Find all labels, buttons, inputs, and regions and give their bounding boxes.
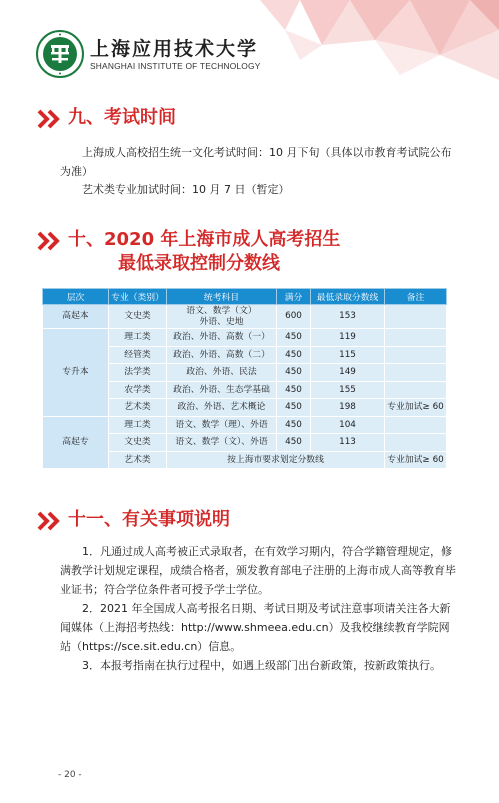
subjects-cell: 政治、外语、高数（二） (167, 346, 277, 364)
major-cell: 法学类 (109, 364, 167, 382)
section-11-title: 十一、有关事项说明 (68, 509, 230, 530)
subjects-cell: 语文、数学（文）、外语 (167, 434, 277, 452)
min-score-cell: 104 (311, 416, 385, 434)
min-score-cell: 115 (311, 346, 385, 364)
double-chevron-icon (36, 230, 62, 252)
col-header-subjects: 统考科目 (167, 289, 277, 305)
note-cell (385, 364, 447, 382)
section-9-heading (36, 106, 176, 130)
min-score-cell: 113 (311, 434, 385, 452)
full-score-cell: 450 (277, 399, 311, 417)
full-score-cell: 450 (277, 381, 311, 399)
col-header-level: 层次 (43, 289, 109, 305)
major-cell: 艺术类 (109, 451, 167, 469)
full-score-cell: 450 (277, 416, 311, 434)
section-9-title: 九、考试时间 (68, 107, 176, 128)
page-number: - 20 - (58, 770, 82, 780)
level-cell: 高起专 (43, 416, 109, 469)
section-10-title-line-2: 最低录取控制分数线 (118, 253, 280, 274)
double-chevron-icon (36, 510, 62, 532)
subjects-cell: 语文、数学（文） 外语、史地 (167, 305, 277, 329)
full-score-cell: 450 (277, 346, 311, 364)
merged-score-cell: 按上海市要求划定分数线 (167, 451, 385, 469)
level-cell: 专升本 (43, 329, 109, 417)
full-score-cell: 450 (277, 329, 311, 347)
section-10-heading (36, 228, 340, 276)
subjects-cell: 语文、数学（理）、外语 (167, 416, 277, 434)
notice-item-2: 2．2021 年全国成人高考报名日期、考试日期及考试注意事项请关注各大新闻媒体（上海招考热线：http://www.shmeea.edu.cn）及我校继续教育学院网站（https://sce.sit.edu.cn）信息。 (60, 602, 451, 653)
table-header-row (43, 289, 447, 305)
subjects-cell: 政治、外语、高数（一） (167, 329, 277, 347)
table-row (43, 329, 447, 347)
note-cell (385, 416, 447, 434)
section-10-title-line-1: 十、2020 年上海市成人高考招生 (68, 229, 341, 250)
min-score-cell: 198 (311, 399, 385, 417)
major-cell: 理工类 (109, 329, 167, 347)
section-9-para-1: 上海成人高校招生统一文化考试时间：10 月下旬（具体以市教育考试院公布为准） (60, 146, 452, 178)
section-9-para-2: 艺术类专业加试时间：10 月 7 日（暂定） (82, 183, 290, 196)
min-score-cell: 119 (311, 329, 385, 347)
subjects-cell: 政治、外语、生态学基础 (167, 381, 277, 399)
table-row (43, 305, 447, 329)
major-cell: 经管类 (109, 346, 167, 364)
notice-item-3: 3．本报考指南在执行过程中，如遇上级部门出台新政策，按新政策执行。 (82, 659, 441, 672)
min-score-cell: 153 (311, 305, 385, 329)
double-chevron-icon (36, 108, 62, 130)
subjects-cell: 政治、外语、民法 (167, 364, 277, 382)
min-score-cell: 155 (311, 381, 385, 399)
col-header-full-score: 满分 (277, 289, 311, 305)
subjects-cell: 政治、外语、艺术概论 (167, 399, 277, 417)
note-cell (385, 305, 447, 329)
note-cell (385, 329, 447, 347)
full-score-cell: 450 (277, 364, 311, 382)
section-11-heading (36, 508, 230, 532)
school-seal-icon (36, 30, 84, 78)
major-cell: 文史类 (109, 434, 167, 452)
school-name-en: SHANGHAI INSTITUTE OF TECHNOLOGY (90, 60, 261, 71)
school-logo (36, 30, 261, 78)
note-cell: 专业加试≥ 60 (385, 399, 447, 417)
col-header-min-score: 最低录取分数线 (311, 289, 385, 305)
col-header-major: 专业（类别） (109, 289, 167, 305)
level-cell: 高起本 (43, 305, 109, 329)
note-cell (385, 346, 447, 364)
note-cell (385, 434, 447, 452)
full-score-cell: 450 (277, 434, 311, 452)
full-score-cell: 600 (277, 305, 311, 329)
major-cell: 文史类 (109, 305, 167, 329)
major-cell: 艺术类 (109, 399, 167, 417)
admission-score-table (42, 288, 447, 469)
col-header-note: 备注 (385, 289, 447, 305)
major-cell: 理工类 (109, 416, 167, 434)
notice-item-1: 1．凡通过成人高考被正式录取者，在有效学习期内，符合学籍管理规定，修满教学计划规定课程，成绩合格者，颁发教育部电子注册的上海市成人高等教育毕业证书；符合学位条件者可授予学士学位。 (60, 545, 456, 596)
note-cell: 专业加试≥ 60 (385, 451, 447, 469)
table-row (43, 416, 447, 434)
note-cell (385, 381, 447, 399)
min-score-cell: 149 (311, 364, 385, 382)
school-name-cn: 上海应用技术大学 (90, 37, 259, 60)
major-cell: 农学类 (109, 381, 167, 399)
